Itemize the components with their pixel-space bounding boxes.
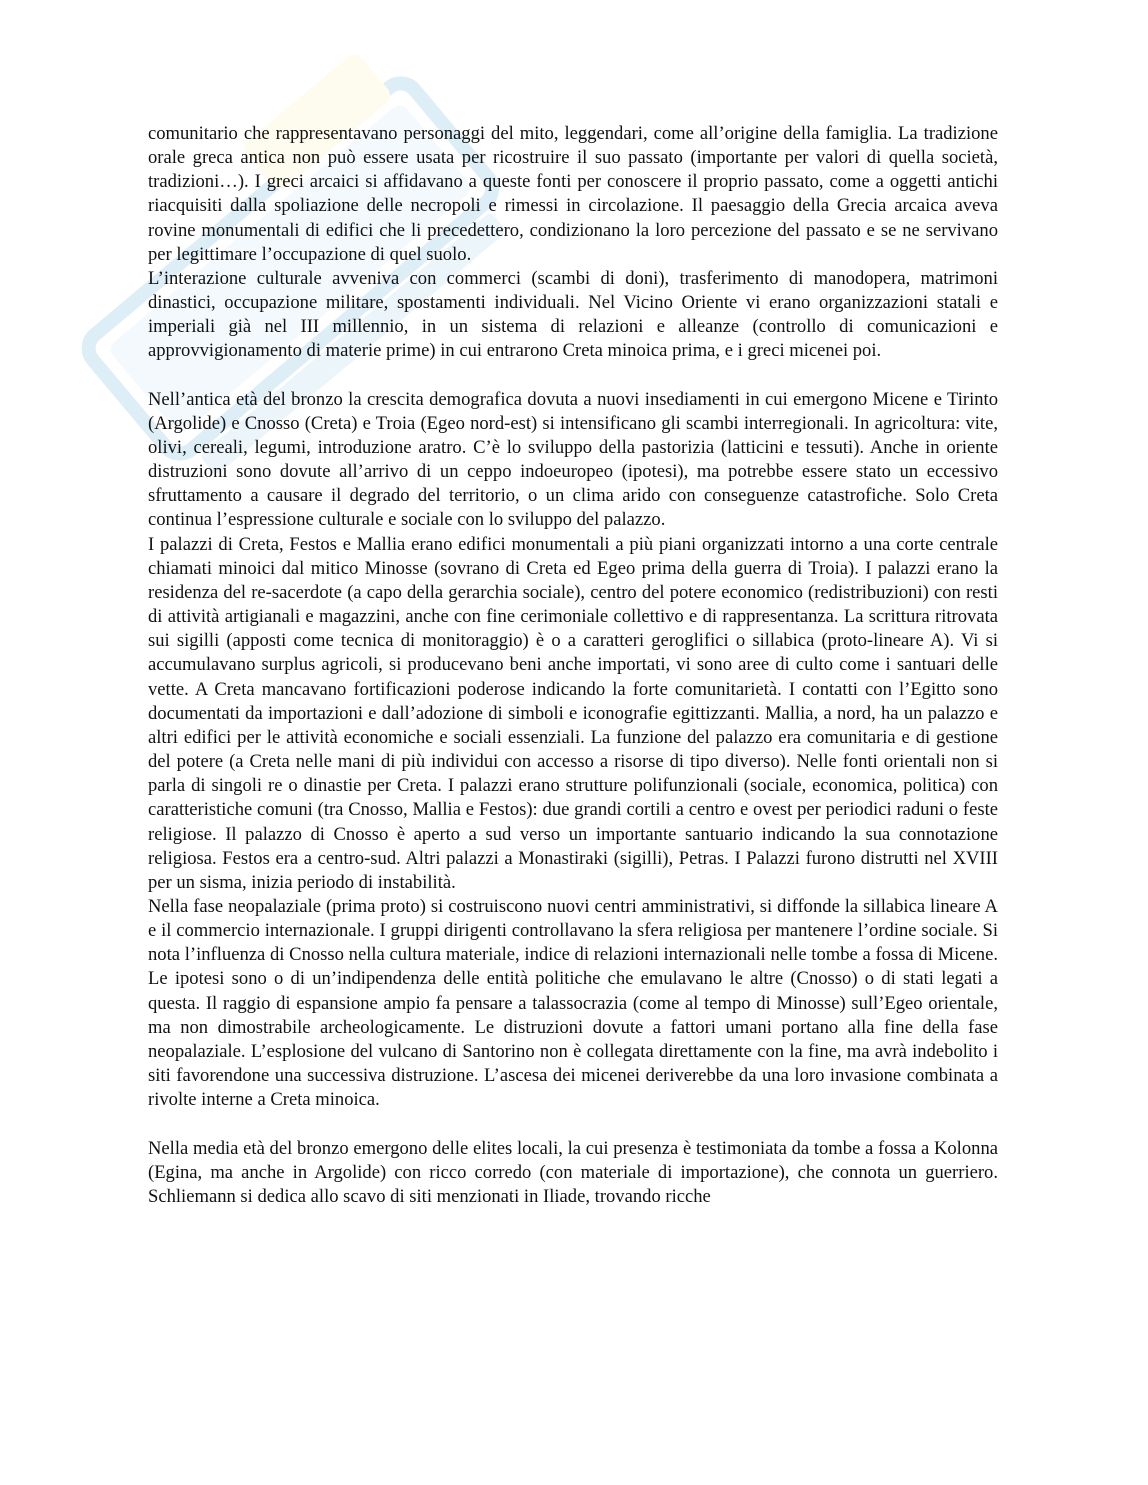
paragraph-cultural-interaction: L’interazione culturale avveniva con commerci (scambi di doni), trasferimento di manodopera, matrimoni dinastici, occupazione militare, spostamenti individuali. Nel Vicino Oriente vi erano organizzazioni statali e imperiali già nel III millennio, in un sistema di relazioni e alleanze (controllo di comunicazioni e approvvigionamento di materie prime) in cui entrarono Creta minoica prima, e i greci micenei poi. [148, 267, 998, 362]
paragraph-early-bronze-age: Nell’antica età del bronzo la crescita demografica dovuta a nuovi insediamenti in cui emergono Micene e Tirinto (Argolide) e Cnosso (Creta) e Troia (Egeo nord-est) si intensificano gli scambi interregionali. In agricoltura: vite, olivi, cereali, legumi, introduzione aratro. C’è lo sviluppo della pastorizia (latticini e tessuti). Anche in oriente distruzioni sono dovute all’arrivo di un ceppo indoeuropeo (ipotesi), ma potrebbe essere stato un eccessivo sfruttamento a causare il degrado del territorio, o un clima arido con conseguenze catastrofiche. Solo Creta continua l’espressione culturale e sociale con lo sviluppo del palazzo. [148, 388, 998, 531]
paragraph-middle-bronze-age: Nella media età del bronzo emergono delle elites locali, la cui presenza è testimoniata da tombe a fossa a Kolonna (Egina, ma anche in Argolide) con ricco corredo (con materiale di importazione), che connota un guerriero. Schliemann si dedica allo scavo di siti menzionati in Iliade, trovando ricche [148, 1137, 998, 1207]
paragraph-oral-tradition: comunitario che rappresentavano personaggi del mito, leggendari, come all’origine della famiglia. La tradizione orale greca antica non può essere usata per ricostruire il suo passato (importante per valori di quella società, tradizioni…). I greci arcaici si affidavano a queste fonti per conoscere il proprio passato, come a oggetti antichi riacquisiti dalla spoliazione delle necropoli e rimessi in circolazione. Il paesaggio della Grecia arcaica aveva rovine monumentali di edifici che li precedettero, condizionano la loro percezione del passato e se ne servivano per legittimare l’occupazione di quel suolo. [148, 123, 998, 265]
paragraph-neopalatial-phase: Nella fase neopalaziale (prima proto) si costruiscono nuovi centri amministrativi, si diffonde la sillabica lineare A e il commercio internazionale. I gruppi dirigenti controllavano la sfera religiosa per mantenere l’ordine sociale. Si nota l’influenza di Cnosso nella cultura materiale, indice di relazioni internazionali nelle tombe a fossa di Micene. Le ipotesi sono o di un’indipendenza delle entità politiche che emulavano le altre (Cnosso) o di stati legati a questa. Il raggio di espansione ampio fa pensare a talassocrazia (come al tempo di Minosse) sull’Egeo orientale, ma non dimostrabile archeologicamente. Le distruzioni dovute a fattori umani portano alla fine della fase neopalaziale. L’esplosione del vulcano di Santorino non è collegata direttamente con la fine, ma avrà indebolito i siti favorendone una successiva distruzione. L’ascesa dei micenei deriverebbe da una loro invasione combinata a rivolte interne a Creta minoica. [148, 895, 998, 1111]
paragraph-minoan-palaces: I palazzi di Creta, Festos e Mallia erano edifici monumentali a più piani organizzati intorno a una corte centrale chiamati minoici dal mitico Minosse (sovrano di Creta ed Egeo prima della guerra di Troia). I palazzi erano la residenza del re-sacerdote (a capo della gerarchia sociale), centro del potere economico (redistribuzioni) con resti di attività artigianali e magazzini, anche con fine cerimoniale collettivo e di rappresentanza. La scrittura ritrovata sui sigilli (apposti come tecnica di monitoraggio) è o a caratteri geroglifici o sillabica (proto-lineare A). Vi si accumulavano surplus agricoli, si producevano beni anche importati, vi sono aree di culto come i santuari delle vette. A Creta mancavano fortificazioni poderose indicando la forte comunitarietà. I contatti con l’Egitto sono documentati da importazioni e dall’adozione di simboli e iconografie egittizzanti. Mallia, a nord, ha un palazzo e altri edifici per le attività economiche e sociali essenziali. La funzione del palazzo era comunitaria e di gestione del potere (a Creta nelle mani di più individui con accesso a risorse di tipo diverso). Nelle fonti orientali non si parla di singoli re o dinastie per Creta. I palazzi erano strutture polifunzionali (sociale, economica, politica) con caratteristiche comuni (tra Cnosso, Mallia e Festos): due grandi cortili a centro e ovest per periodici raduni o feste religiose. Il palazzo di Cnosso è aperto a sud verso un importante santuario indicando la sua connotazione religiosa. Festos era a centro-sud. Altri palazzi a Monastiraki (sigilli), Petras. I Palazzi furono distrutti nel XVIII per un sisma, inizia periodo di instabilità. [148, 533, 998, 893]
document-body [148, 122, 998, 1209]
